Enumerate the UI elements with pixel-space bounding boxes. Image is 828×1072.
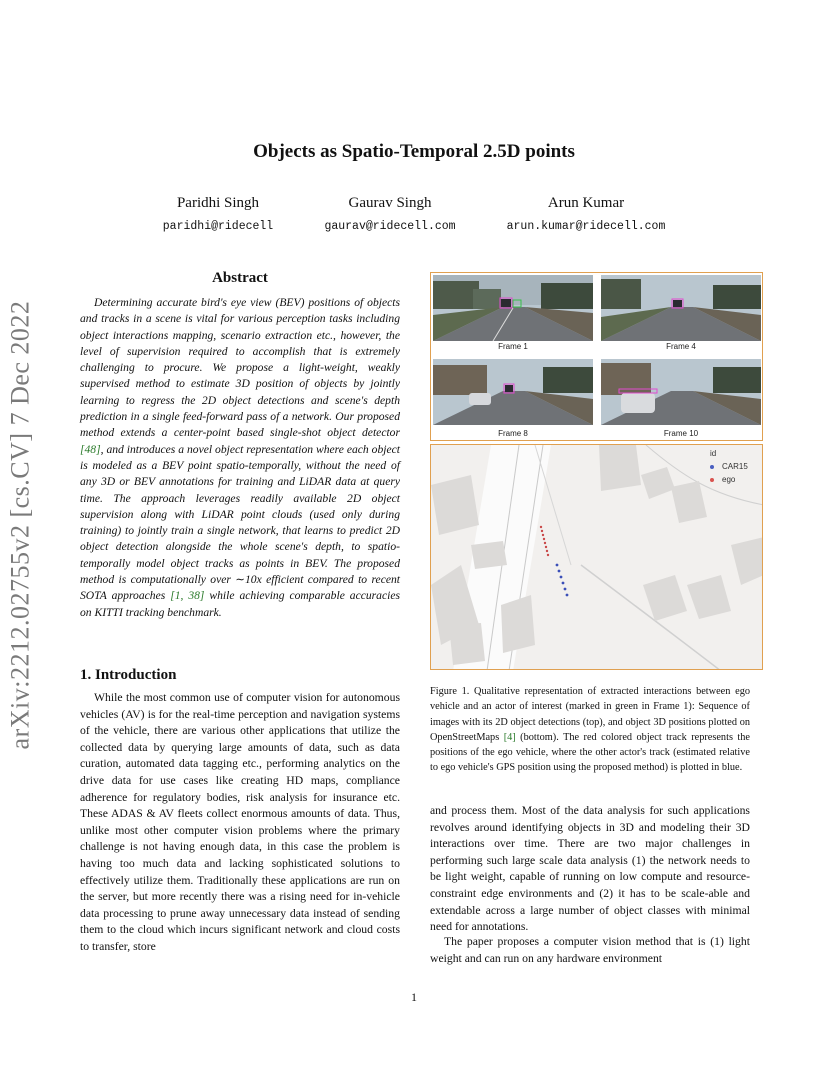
frame-sequence xyxy=(430,272,763,441)
frame-label: Frame 4 xyxy=(666,342,696,351)
frame-image xyxy=(601,359,761,425)
figure-1-caption xyxy=(430,684,750,776)
abstract-text xyxy=(80,295,400,621)
frame-image xyxy=(433,275,593,341)
legend-item-car15 xyxy=(710,462,758,471)
right-column-paragraph: The paper proposes a computer vision method that is (1) light weight and can run on any hardware environment xyxy=(430,935,750,965)
author-name: Gaurav Singh xyxy=(348,195,432,211)
abstract-section xyxy=(80,270,400,621)
abstract-heading: Abstract xyxy=(212,270,268,286)
citation-link[interactable]: [1, 38] xyxy=(170,589,205,603)
right-column-paragraph: and process them. Most of the data analysis for such applications revolves around identifying objects in 3D and modeling their 3D interactions over time. There are two major challenges in performing such large scale data analysis (1) the network needs to be light weight, capable of running on low compute and resource-constraint edge environments and (2) it has to be scale-able and extendable across a large number of object classes with minimal need for annotations. xyxy=(430,804,750,934)
frame-label: Frame 10 xyxy=(663,429,699,438)
legend-dot-icon xyxy=(710,465,714,469)
frame-label: Frame 8 xyxy=(498,429,528,438)
author-name: Paridhi Singh xyxy=(176,195,260,211)
figure-1 xyxy=(430,272,763,670)
legend-dot-icon xyxy=(710,478,714,482)
author-email: paridhi@ridecell xyxy=(162,220,274,233)
paper-title: Objects as Spatio-Temporal 2.5D points xyxy=(253,141,575,162)
section-heading-introduction: 1. Introduction xyxy=(80,667,177,683)
citation-link[interactable]: [48] xyxy=(80,442,101,456)
frame-image xyxy=(433,359,593,425)
author-email: gaurav@ridecell.com xyxy=(324,220,456,233)
author-3 xyxy=(466,195,706,233)
abstract-text-part: , and introduces a novel object representation where each object is modeled as a BEV point spatio-temporally, without the need of any 3D or BEV annotations for training and LiDAR data at query time. The approach leverages readily available 2D object supervision along with LiDAR point clouds (used only during training) to jointly train a single network, that learns to predict 2D object detection alongside the whole scene's depth, to spatio-temporally model object tracks as points in BEV. The proposed method is computationally over ∼10x efficient compared to recent SOTA approaches xyxy=(80,442,400,603)
legend-label: ego xyxy=(722,475,736,484)
legend-title: id xyxy=(710,449,717,458)
caption-text-part: (bottom). The red colored object track represents the positions of the ego vehicle, where the other actor's track (estimated relative to ego vehicle's GPS position using the proposed method) is plotted in blue. xyxy=(430,731,751,774)
caption-text-part: Figure 1. Qualitative representation of extracted interactions between ego vehicle and an actor of interest (marked in green in Frame 1): Sequence of images with its 2D object detections (top), and object 3D positions plotted on OpenStreetMaps xyxy=(430,686,750,743)
author-name: Arun Kumar xyxy=(547,195,625,211)
citation-link[interactable]: [4] xyxy=(503,731,516,743)
abstract-text-part: Determining accurate bird's eye view (BEV) positions of objects and tracks in a scene is vital for various perception tasks including object interactions mapping, scenario extraction etc., however, the level of supervision required to accomplish that is extremely challenging to procure. We propose a light-weight, weakly supervised method to estimate 3D position of objects by jointly learning to regress the 2D object detections and scene's depth prediction in a single feed-forward pass of a network. Our proposed method extends a center-point based single-shot object detector xyxy=(80,296,400,440)
legend-item-ego xyxy=(710,475,758,484)
frame-image xyxy=(601,275,761,341)
author-email: arun.kumar@ridecell.com xyxy=(506,220,666,233)
arxiv-identifier-text: arXiv:2212.02755v2 [cs.CV] 7 Dec 2022 xyxy=(5,300,34,750)
map-legend xyxy=(710,449,758,484)
abstract-text-part: while achieving comparable accuracies on KITTI tracking benchmark. xyxy=(80,589,401,619)
legend-label: CAR15 xyxy=(722,462,748,471)
arxiv-identifier xyxy=(0,290,40,760)
introduction-text: While the most common use of computer vision for autonomous vehicles (AV) is for the real-time perception and navigation systems of the vehicle, there are various other applications that utilize the collected data by querying large amounts of data, such as data curation, automated data tagging etc., performing analytics on the drive data for use cases like creating HD maps, compliance adherence for regulatory bodies, risk analysis for insurance etc. These ADAS & AV fleets collect enormous amounts of data. Thus, unlike most other computer vision problems where the primary challenge is not having enough data, in this case the problem is having too much data and lacking sophisticated solutions to effectively utilize them. Traditionally these applications are run on the server, but more recently there was a rising need for in-vehicle data processing to prune away unnecessary data instead of sending them to the cloud which incurs significant network and cloud costs to transfer, store xyxy=(80,691,400,953)
page-number: 1 xyxy=(411,990,417,1004)
openstreetmap-plot xyxy=(430,444,763,670)
frame-label: Frame 1 xyxy=(498,342,528,351)
